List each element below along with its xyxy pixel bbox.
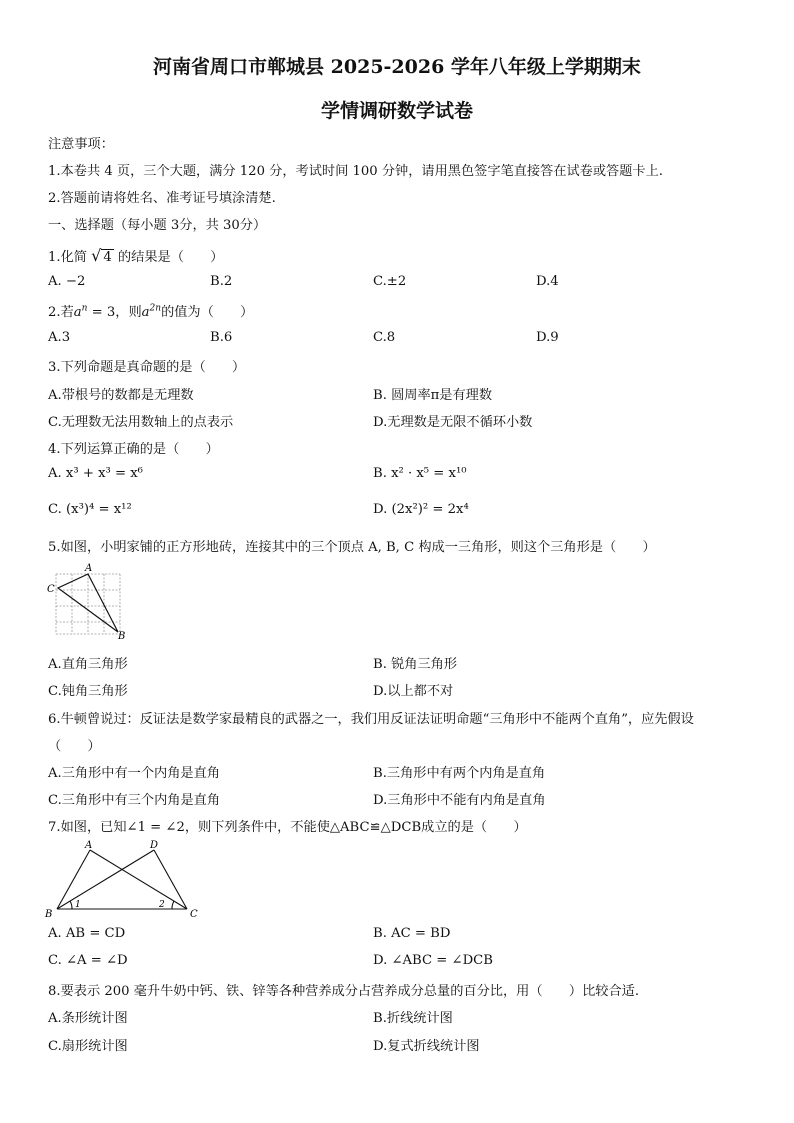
q1-option-d: D.4: [536, 274, 559, 289]
q2-stem-pre: 2.若: [48, 305, 74, 320]
q7-option-d: D. ∠ABC = ∠DCB: [373, 953, 493, 968]
question-8-stem: 8.要表示 200 毫升牛奶中钙、铁、锌等各种营养成分占营养成分总量的百分比，用（ ）比较合适.: [48, 984, 640, 999]
q1-stem-post: 的结果是（ ）: [117, 250, 224, 265]
q5-tile-figure: [44, 562, 134, 642]
q8-option-d: D.复式折线统计图: [373, 1039, 480, 1054]
label-b: B: [118, 631, 126, 642]
q6-option-c: C.三角形中有三个内角是直角: [48, 793, 221, 808]
q6-option-a: A.三角形中有一个内角是直角: [48, 766, 220, 781]
label-b: B: [45, 909, 53, 920]
q2-option-d: D.9: [536, 330, 559, 345]
q3-option-c: C.无理数无法用数轴上的点表示: [48, 415, 234, 430]
q5-option-d: D.以上都不对: [373, 684, 454, 699]
q7-option-a: A. AB = CD: [48, 926, 126, 941]
q2-option-c: C.8: [373, 330, 396, 345]
q2-stem-post: 的值为（ ）: [161, 305, 254, 320]
q2-option-a: A.3: [48, 330, 71, 345]
q8-option-c: C.扇形统计图: [48, 1039, 128, 1054]
question-2-stem: [48, 301, 253, 320]
q2-cond: a: [73, 305, 82, 320]
q7-option-c: C. ∠A = ∠D: [48, 953, 128, 968]
label-d: D: [150, 840, 159, 851]
q2-cond-exp: n: [81, 303, 88, 314]
q5-option-a: A.直角三角形: [48, 657, 128, 672]
q4-option-c: C. (x³)⁴ = x¹²: [48, 502, 132, 517]
q1-stem-pre: 1.化简: [48, 250, 87, 265]
q2-option-b: B.6: [210, 330, 233, 345]
question-1-stem: [48, 246, 223, 265]
q4-option-b: B. x² · x⁵ = x¹⁰: [373, 466, 467, 481]
question-3-stem: 3.下列命题是真命题的是（ ）: [48, 360, 246, 375]
section-heading: 一、选择题（每小题 3分，共 30分）: [48, 218, 267, 233]
segment-ab: [57, 850, 90, 909]
angle-1-arc: [70, 901, 72, 909]
notice-item-1: 1.本卷共 4 页，三个大题，满分 120 分，考试时间 100 分钟，请用黑色签字笔直接答在试卷或答题卡上.: [48, 164, 663, 179]
label-angle-1: 1: [75, 900, 81, 910]
q1-option-c: C.±2: [373, 274, 407, 289]
q1-option-b: B.2: [210, 274, 233, 289]
notice-heading: 注意事项：: [48, 137, 114, 152]
notice-item-2: 2.答题前请将姓名、准考证号填涂清楚.: [48, 191, 276, 206]
label-c: C: [190, 909, 198, 920]
label-angle-2: 2: [159, 900, 165, 910]
label-a: A: [85, 840, 93, 851]
label-a: A: [85, 563, 93, 574]
q8-option-a: A.条形统计图: [48, 1011, 128, 1026]
angle-2-arc: [172, 901, 174, 909]
page-title-line2: 学情调研数学试卷: [320, 100, 473, 122]
q8-option-b: B.折线统计图: [373, 1011, 453, 1026]
question-6-stem: 6.牛顿曾说过：反证法是数学家最精良的武器之一，我们用反证法证明命题“三角形中不能两个直角”，应先假设: [48, 712, 694, 727]
q3-option-d: D.无理数是无限不循环小数: [373, 415, 533, 430]
question-7-stem: 7.如图，已知∠1 = ∠2，则下列条件中，不能使△ABC≌△DCB成立的是（ ）: [48, 820, 527, 835]
q1-radicand: 4: [103, 250, 112, 265]
q1-option-a: A. −2: [48, 274, 86, 289]
q2-target: a: [141, 305, 150, 320]
q3-option-a: A.带根号的数都是无理数: [48, 388, 194, 403]
q2-target-exp: 2n: [149, 303, 162, 314]
q6-option-d: D.三角形中不能有内角是直角: [373, 793, 546, 808]
page-title-line1: 河南省周口市郸城县 2025-2026 学年八年级上学期期末: [153, 56, 641, 78]
q4-option-a: A. x³ + x³ = x⁶: [48, 466, 143, 481]
q6-option-b: B.三角形中有两个内角是直角: [373, 766, 546, 781]
q4-option-d: D. (2x²)² = 2x⁴: [373, 502, 469, 517]
sqrt-symbol: √: [91, 246, 102, 265]
q5-option-b: B. 锐角三角形: [373, 657, 458, 672]
q7-option-b: B. AC = BD: [373, 926, 451, 941]
q2-cond-eq: = 3，则: [87, 305, 142, 320]
question-5-stem: 5.如图，小明家铺的正方形地砖，连接其中的三个顶点 A, B, C 构成一三角形，则这个三角形是（ ）: [48, 540, 656, 555]
label-c: C: [47, 584, 55, 595]
q7-triangle-figure: [42, 838, 207, 920]
q3-option-b: B. 圆周率π是有理数: [373, 388, 493, 403]
question-4-stem: 4.下列运算正确的是（ ）: [48, 442, 219, 457]
question-6-stem-cont: （ ）: [48, 739, 101, 754]
q5-option-c: C.钝角三角形: [48, 684, 128, 699]
tile-grid: [56, 574, 120, 634]
